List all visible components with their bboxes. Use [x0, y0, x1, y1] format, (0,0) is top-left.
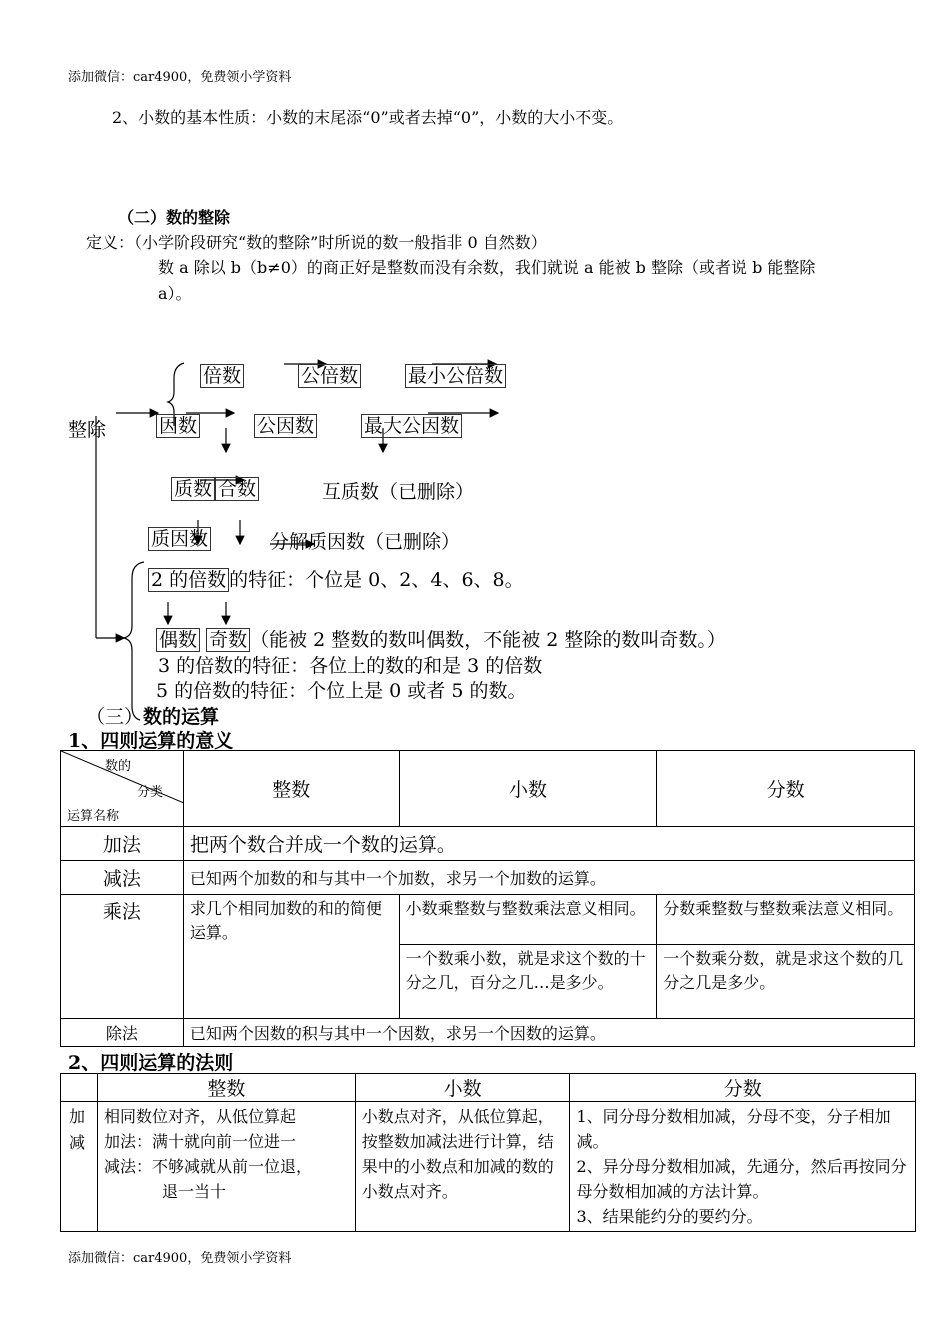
prime-factor-box: 质因数 — [148, 527, 211, 551]
add-label: 加法 — [61, 827, 184, 861]
common-factor-box: 公因数 — [254, 414, 317, 438]
mul-dec1: 小数乘整数与整数乘法意义相同。 — [399, 895, 657, 945]
t2-fraction-cell — [570, 1102, 916, 1232]
table2-corner — [61, 1074, 98, 1102]
composite-box: 合数 — [215, 477, 259, 501]
t2-int-line2: 加法：满十就向前一位进一 — [103, 1132, 296, 1151]
operations-rules-table — [60, 1073, 916, 1232]
t2-integer-cell — [97, 1102, 355, 1232]
even-odd-note: （能被 2 整数的数叫偶数，不能被 2 整除的数叫奇数。） — [250, 629, 726, 651]
section3-title-prefix: （三） — [86, 706, 144, 728]
footer-note: 添加微信：car4900，免费领小学资料 — [68, 1251, 292, 1266]
mult2-box: 2 的倍数 — [148, 568, 229, 592]
decimal-property-text: 2、小数的基本性质：小数的末尾添“0”或者去掉“0”，小数的大小不变。 — [112, 108, 624, 127]
even-box: 偶数 — [156, 628, 200, 652]
subsection1-title: 1、四则运算的意义 — [68, 730, 234, 752]
header-note: 添加微信：car4900，免费领小学资料 — [68, 70, 292, 85]
t2-decimal-cell: 小数点对齐，从低位算起，按整数加减法进行计算，结果中的小数点和加减的数的小数点对齐。 — [355, 1102, 570, 1232]
root-label-divisibility: 整除 — [68, 419, 107, 441]
div-text: 已知两个因数的积与其中一个因数，求另一个因数的运算。 — [183, 1019, 914, 1047]
common-multiple-box: 公倍数 — [298, 364, 361, 388]
mul-frac2: 一个数乘分数，就是求这个数的几分之几是多少。 — [657, 945, 915, 1019]
corner-mid: 分类 — [137, 785, 164, 800]
table-corner-cell — [61, 751, 184, 827]
definition-line2: a）。 — [158, 284, 192, 303]
mul-int: 求几个相同加数的和的简便运算。 — [183, 895, 399, 1019]
multiple-box: 倍数 — [200, 364, 244, 388]
sub-text: 已知两个加数的和与其中一个加数，求另一个加数的运算。 — [183, 861, 914, 895]
t2-header-decimal: 小数 — [355, 1074, 570, 1102]
t2-frac-line1: 1、同分母分数相加减，分母不变，分子相加减。 — [576, 1107, 891, 1151]
factorize-text: 分解质因数（已删除） — [270, 531, 461, 553]
corner-bottom: 运算名称 — [67, 809, 120, 824]
gcf-box: 最大公因数 — [361, 414, 462, 438]
prime-box: 质数 — [171, 477, 215, 501]
mult5-text: 5 的倍数的特征：个位上是 0 或者 5 的数。 — [156, 680, 527, 702]
t2-frac-line2: 2、异分母分数相加减，先通分，然后再按同分母分数相加减的方法计算。 — [576, 1157, 907, 1201]
mult3-text: 3 的倍数的特征：各位上的数的和是 3 的倍数 — [158, 655, 543, 677]
header-fraction: 分数 — [657, 751, 915, 827]
section3-title: 数的运算 — [143, 706, 220, 728]
t2-header-fraction: 分数 — [570, 1074, 916, 1102]
t2-row-label: 加减 — [61, 1102, 98, 1232]
header-integer: 整数 — [183, 751, 399, 827]
mult2-feature-text: 的特征：个位是 0、2、4、6、8。 — [229, 569, 524, 591]
section2-title: （二）数的整除 — [118, 208, 231, 227]
mul-frac1: 分数乘整数与整数乘法意义相同。 — [657, 895, 915, 945]
add-text: 把两个数合并成一个数的运算。 — [183, 827, 914, 861]
t2-int-line1: 相同数位对齐，从低位算起 — [103, 1107, 296, 1126]
mul-label: 乘法 — [61, 895, 184, 1019]
mul-dec2: 一个数乘小数，就是求这个数的十分之几，百分之几…是多少。 — [399, 945, 657, 1019]
t2-int-line4: 退一当十 — [161, 1182, 226, 1201]
definition-label: 定义：（小学阶段研究“数的整除”时所说的数一般指非 0 自然数） — [86, 233, 547, 252]
subsection2-title: 2、四则运算的法则 — [68, 1052, 234, 1074]
t2-frac-line3: 3、结果能约分的要约分。 — [576, 1207, 763, 1226]
odd-box: 奇数 — [206, 628, 250, 652]
sub-label: 减法 — [61, 861, 184, 895]
t2-header-integer: 整数 — [97, 1074, 355, 1102]
factor-box: 因数 — [156, 414, 200, 438]
t2-int-line3: 减法：不够减就从前一位退， — [103, 1157, 312, 1176]
lcm-box: 最小公倍数 — [405, 364, 506, 388]
definition-line1: 数 a 除以 b（b≠0）的商正好是整数而没有余数，我们就说 a 能被 b 整除（或者说 b 能整除 — [158, 258, 816, 277]
operations-meaning-table — [60, 750, 915, 1047]
header-decimal: 小数 — [399, 751, 657, 827]
coprime-text: 互质数（已删除） — [322, 481, 475, 503]
corner-top: 数的 — [105, 759, 132, 774]
div-label: 除法 — [61, 1019, 184, 1047]
